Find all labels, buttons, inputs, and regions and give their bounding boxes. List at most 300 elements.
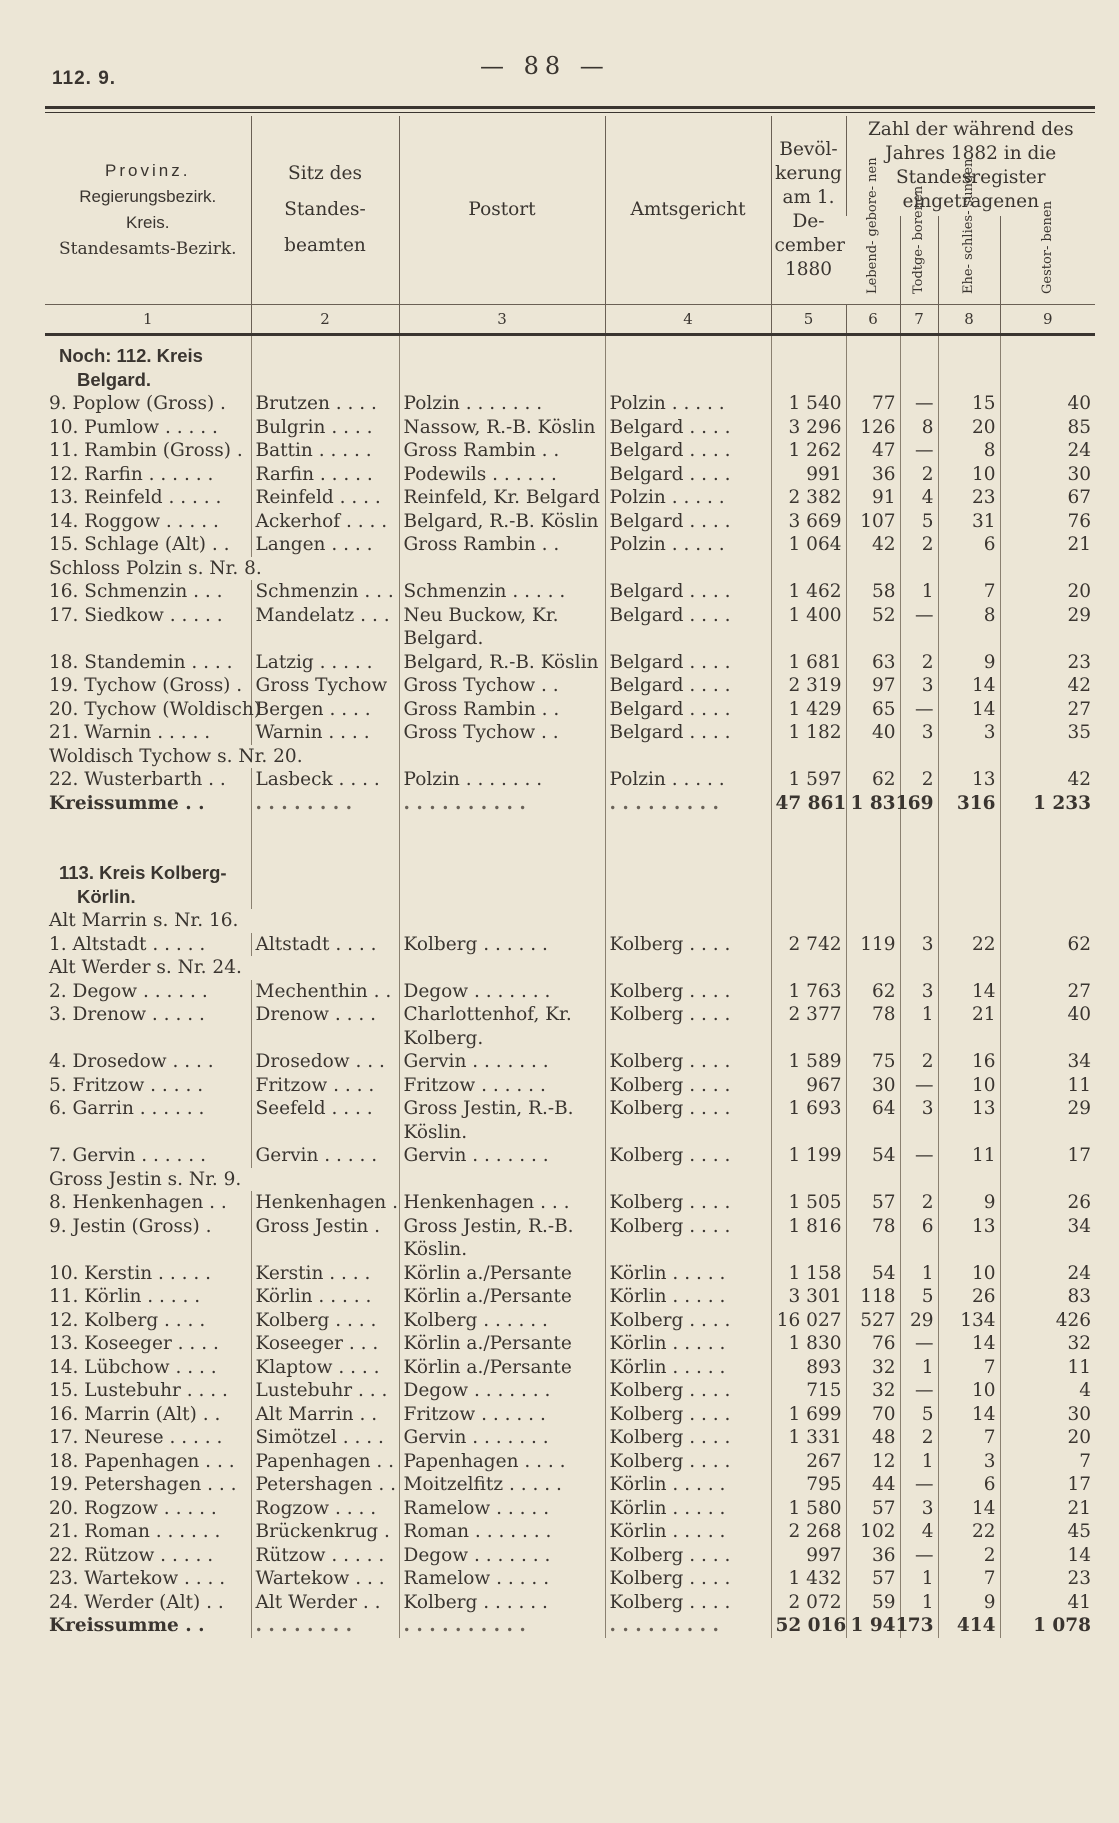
- table-cell: Bergen . . . .: [251, 698, 399, 722]
- table-cell: 23: [1000, 1567, 1095, 1591]
- table-cell: 54: [846, 1262, 900, 1286]
- table-cell: 1: [900, 580, 938, 604]
- table-cell: 14: [938, 1403, 1000, 1427]
- table-cell: Mandelatz . . .: [251, 604, 399, 628]
- table-cell: 1. Altstadt . . . . .: [49, 933, 206, 955]
- col-number: 2: [251, 305, 399, 335]
- table-cell: 77: [846, 392, 900, 416]
- table-cell: 34: [1000, 1050, 1095, 1074]
- table-cell: —: [900, 1332, 938, 1356]
- total-cell: . . . . . . . . . .: [399, 1614, 605, 1638]
- table-row: [45, 1285, 1095, 1309]
- table-cell: 9: [938, 651, 1000, 675]
- table-cell: Gross Rambin . .: [399, 533, 605, 557]
- table-cell: Kolberg . . . .: [605, 1450, 771, 1474]
- table-cell: 1 597: [771, 768, 846, 792]
- table-row: [45, 1591, 1095, 1615]
- table-cell: 62: [846, 768, 900, 792]
- table-cell: 65: [846, 698, 900, 722]
- table-cell: 31: [938, 510, 1000, 534]
- table-cell: 10. Kerstin . . . . .: [49, 1262, 211, 1284]
- table-cell: Drosedow . . .: [251, 1050, 399, 1074]
- table-cell: 1 580: [771, 1497, 846, 1521]
- header-live-births-text: Lebend- gebore- nen: [864, 157, 880, 294]
- table-cell: 2: [900, 463, 938, 487]
- table-cell: [45, 815, 251, 861]
- table-cell: Körlin . . . . .: [605, 1332, 771, 1356]
- table-cell: 118: [846, 1285, 900, 1309]
- table-row: [45, 463, 1095, 487]
- table-cell: 4. Drosedow . . . .: [49, 1051, 214, 1072]
- total-cell: . . . . . . . . .: [605, 792, 771, 816]
- table-cell: —: [900, 698, 938, 722]
- table-cell: 8: [938, 604, 1000, 628]
- total-cell: . . . . . . . . .: [605, 1614, 771, 1638]
- table-cell: Körlin . . . . .: [605, 1285, 771, 1309]
- header-stillbirths: [900, 185, 938, 305]
- table-cell: [605, 815, 771, 861]
- spacer-row: [45, 335, 1095, 345]
- table-cell: 3. Drenow . . . . .: [49, 1004, 205, 1025]
- table-cell: 15. Lustebuhr . . . .: [49, 1380, 228, 1401]
- table-cell: 5: [900, 510, 938, 534]
- table-cell: [846, 1121, 900, 1145]
- table-cell: [605, 1238, 771, 1262]
- table-cell: 17. Siedkow . . . . .: [49, 604, 223, 626]
- table-cell: [605, 1168, 771, 1192]
- page-number: — 88 —: [480, 52, 610, 80]
- table-cell: 27: [1000, 698, 1095, 722]
- table-cell: 11: [1000, 1356, 1095, 1380]
- table-cell: Körlin a./Persante: [399, 1262, 605, 1286]
- table-cell: Fritzow . . . . . .: [399, 1074, 605, 1098]
- col-number: 5: [771, 305, 846, 335]
- district-total-row: [45, 1614, 1095, 1638]
- table-cell: Polzin . . . . .: [605, 486, 771, 510]
- cross-reference: Alt Marrin s. Nr. 16.: [49, 910, 239, 931]
- total-cell: 69: [900, 792, 938, 816]
- table-cell: [900, 1238, 938, 1262]
- table-cell: Körlin . . . . .: [605, 1473, 771, 1497]
- table-cell: Köslin.: [399, 1121, 605, 1145]
- table-row: [45, 1567, 1095, 1591]
- table-cell: Kolberg . . . . . .: [399, 1591, 605, 1615]
- table-cell: [771, 557, 846, 581]
- table-cell: Roman . . . . . . .: [399, 1520, 605, 1544]
- table-cell: [938, 861, 1000, 909]
- table-cell: Lustebuhr . . .: [251, 1379, 399, 1403]
- table-cell: 35: [1000, 721, 1095, 745]
- table-cell: [938, 1121, 1000, 1145]
- table-cell: 5: [900, 1285, 938, 1309]
- table-cell: Mechenthin . .: [251, 980, 399, 1004]
- table-row: [45, 604, 1095, 628]
- table-cell: Ackerhof . . . .: [251, 510, 399, 534]
- table-cell: —: [900, 439, 938, 463]
- table-cell: 75: [846, 1050, 900, 1074]
- table-cell: [1000, 1168, 1095, 1192]
- table-cell: 2 742: [771, 933, 846, 957]
- total-cell: 1 831: [846, 792, 900, 816]
- table-cell: Körlin . . . . .: [251, 1285, 399, 1309]
- table-cell: 1 699: [771, 1403, 846, 1427]
- header-population: Bevöl- kerung am 1. De- cember 1880: [771, 116, 846, 305]
- table-cell: [399, 1168, 605, 1192]
- table-cell: 67: [1000, 486, 1095, 510]
- table-cell: 2: [900, 533, 938, 557]
- table-cell: Petershagen . .: [251, 1473, 399, 1497]
- table-cell: [846, 335, 900, 345]
- table-cell: 76: [846, 1332, 900, 1356]
- table-cell: [938, 557, 1000, 581]
- table-cell: Gervin . . . . . . .: [399, 1144, 605, 1168]
- table-cell: Gross Tychow . .: [399, 721, 605, 745]
- table-cell: 3: [900, 980, 938, 1004]
- table-cell: 4: [900, 1520, 938, 1544]
- table-cell: [1000, 815, 1095, 861]
- table-row: [45, 533, 1095, 557]
- table-cell: Kolberg . . . .: [605, 1215, 771, 1239]
- header-stillbirths-text: Todtge- borenen: [911, 185, 926, 294]
- table-cell: 1 182: [771, 721, 846, 745]
- table-cell: 18. Standemin . . . .: [49, 651, 233, 673]
- total-cell: 1 233: [1000, 792, 1095, 816]
- table-cell: 8. Henkenhagen . .: [49, 1192, 227, 1213]
- table-cell: Charlottenhof, Kr.: [399, 1003, 605, 1027]
- table-cell: [846, 344, 900, 392]
- table-cell: 991: [771, 463, 846, 487]
- table-cell: Kolberg.: [399, 1027, 605, 1051]
- table-cell: [1000, 344, 1095, 392]
- table-cell: 83: [1000, 1285, 1095, 1309]
- cross-reference-row: [45, 745, 1095, 769]
- table-cell: 23. Wartekow . . . .: [49, 1568, 226, 1589]
- table-cell: [900, 627, 938, 651]
- table-cell: 57: [846, 1191, 900, 1215]
- table-cell: Körlin a./Persante: [399, 1285, 605, 1309]
- table-cell: 893: [771, 1356, 846, 1380]
- table-cell: 14: [938, 698, 1000, 722]
- table-cell: 1 432: [771, 1567, 846, 1591]
- table-cell: 26: [938, 1285, 1000, 1309]
- table-cell: 14: [938, 1497, 1000, 1521]
- table-cell: [846, 557, 900, 581]
- table-cell: [938, 1238, 1000, 1262]
- table-cell: Belgard, R.-B. Köslin: [399, 510, 605, 534]
- header-marriages-text: Ehe- schlies- sungen: [961, 158, 976, 294]
- table-cell: 2 319: [771, 674, 846, 698]
- table-cell: [251, 861, 399, 909]
- table-cell: 40: [1000, 1003, 1095, 1027]
- table-cell: 1: [900, 1591, 938, 1615]
- table-cell: 7: [938, 1567, 1000, 1591]
- table-row: [45, 1403, 1095, 1427]
- cross-reference-row: [45, 1168, 1095, 1192]
- table-cell: [938, 745, 1000, 769]
- table-cell: 11: [938, 1144, 1000, 1168]
- table-cell: Polzin . . . . . . .: [399, 392, 605, 416]
- table-cell: 1 199: [771, 1144, 846, 1168]
- table-cell: 6: [938, 1473, 1000, 1497]
- col-number: 4: [605, 305, 771, 335]
- table-cell: 2: [900, 1191, 938, 1215]
- table-cell: 1 331: [771, 1426, 846, 1450]
- table-cell: 14: [938, 674, 1000, 698]
- continuation-row: [45, 1238, 1095, 1262]
- table-cell: [771, 1238, 846, 1262]
- table-cell: 24: [1000, 1262, 1095, 1286]
- table-cell: [938, 1027, 1000, 1051]
- table-cell: 12. Rarfin . . . . . .: [49, 463, 214, 485]
- header-province: [45, 116, 251, 305]
- header-marriages: [938, 158, 1000, 305]
- cross-reference: Schloss Polzin s. Nr. 8.: [49, 557, 262, 579]
- table-row: [45, 1262, 1095, 1286]
- table-cell: 1 830: [771, 1332, 846, 1356]
- table-cell: [605, 557, 771, 581]
- table-cell: 22: [938, 1520, 1000, 1544]
- table-cell: —: [900, 1379, 938, 1403]
- table-cell: [251, 335, 399, 345]
- table-cell: [771, 745, 846, 769]
- table-row: [45, 1097, 1095, 1121]
- table-row: [45, 768, 1095, 792]
- total-cell: 1 078: [1000, 1614, 1095, 1638]
- table-cell: 3: [900, 1097, 938, 1121]
- table-cell: [1000, 745, 1095, 769]
- table-cell: 19. Tychow (Gross) .: [49, 675, 243, 696]
- table-cell: [605, 1121, 771, 1145]
- table-cell: Brückenkrug .: [251, 1520, 399, 1544]
- table-cell: [1000, 1238, 1095, 1262]
- table-cell: 40: [846, 721, 900, 745]
- table-cell: [846, 627, 900, 651]
- table-cell: 40: [1000, 392, 1095, 416]
- table-cell: Rogzow . . . .: [251, 1497, 399, 1521]
- table-cell: 29: [900, 1309, 938, 1333]
- table-cell: 5. Fritzow . . . . .: [49, 1074, 204, 1096]
- table-cell: [45, 335, 251, 345]
- table-cell: 17. Neurese . . . . .: [49, 1427, 223, 1448]
- table-cell: 3: [938, 1450, 1000, 1474]
- table-cell: 15. Schlage (Alt) . .: [49, 534, 230, 555]
- table-cell: 10: [938, 1379, 1000, 1403]
- table-cell: 12. Kolberg . . . .: [49, 1309, 206, 1331]
- continuation-row: [45, 1027, 1095, 1051]
- table-cell: 76: [1000, 510, 1095, 534]
- table-cell: 19. Petershagen . . .: [49, 1474, 237, 1495]
- continuation-row: [45, 1121, 1095, 1145]
- table-cell: 30: [1000, 1403, 1095, 1427]
- section-heading: [45, 344, 251, 392]
- table-cell: [399, 815, 605, 861]
- table-cell: 6: [938, 533, 1000, 557]
- table-cell: 5: [900, 1403, 938, 1427]
- table-cell: [251, 344, 399, 392]
- district-total-row: [45, 792, 1095, 816]
- table-cell: Kolberg . . . .: [605, 1591, 771, 1615]
- table-cell: [399, 335, 605, 345]
- table-cell: Kolberg . . . . . .: [399, 933, 605, 957]
- table-cell: [900, 956, 938, 980]
- table-row: [45, 1003, 1095, 1027]
- table-cell: Belgard . . . .: [605, 416, 771, 440]
- table-cell: Nassow, R.-B. Köslin: [399, 416, 605, 440]
- table-row: [45, 1332, 1095, 1356]
- table-cell: Gross Jestin .: [251, 1215, 399, 1239]
- table-cell: Kolberg . . . .: [605, 1403, 771, 1427]
- table-cell: [399, 745, 605, 769]
- table-cell: 3: [900, 674, 938, 698]
- table-cell: Belgard . . . .: [605, 651, 771, 675]
- header-post-office: Postort: [399, 116, 605, 305]
- table-cell: 426: [1000, 1309, 1095, 1333]
- table-cell: Ramelow . . . . .: [399, 1497, 605, 1521]
- table-cell: 3: [938, 721, 1000, 745]
- table-row: [45, 439, 1095, 463]
- table-cell: 30: [1000, 463, 1095, 487]
- table-cell: 48: [846, 1426, 900, 1450]
- table-cell: Ramelow . . . . .: [399, 1567, 605, 1591]
- table-cell: [251, 1238, 399, 1262]
- table-cell: [45, 1027, 251, 1051]
- table-cell: Schmenzin . . . . .: [399, 580, 605, 604]
- table-cell: [1000, 861, 1095, 909]
- table-cell: 13. Koseeger . . . .: [49, 1333, 219, 1354]
- table-cell: Kolberg . . . .: [605, 980, 771, 1004]
- table-cell: 2: [900, 651, 938, 675]
- table-cell: 1 462: [771, 580, 846, 604]
- table-cell: Belgard . . . .: [605, 721, 771, 745]
- table-cell: 21: [1000, 533, 1095, 557]
- table-cell: —: [900, 1473, 938, 1497]
- continuation-row: [45, 627, 1095, 651]
- table-cell: 2 268: [771, 1520, 846, 1544]
- table-cell: 10: [938, 463, 1000, 487]
- table-row: [45, 1050, 1095, 1074]
- table-cell: Kolberg . . . .: [605, 1097, 771, 1121]
- table-cell: 20: [1000, 1426, 1095, 1450]
- col-number: 7: [900, 305, 938, 335]
- table-cell: —: [900, 1544, 938, 1568]
- table-cell: Körlin . . . . .: [605, 1520, 771, 1544]
- table-cell: Degow . . . . . . .: [399, 1544, 605, 1568]
- table-cell: 16 027: [771, 1309, 846, 1333]
- cross-reference-row: [45, 557, 1095, 581]
- table-cell: [900, 861, 938, 909]
- table-cell: Gervin . . . . .: [251, 1144, 399, 1168]
- table-cell: 32: [846, 1379, 900, 1403]
- table-cell: [846, 745, 900, 769]
- cross-reference-row: [45, 956, 1095, 980]
- table-row: [45, 392, 1095, 416]
- table-cell: [605, 1027, 771, 1051]
- table-row: [45, 1544, 1095, 1568]
- table-cell: [45, 1238, 251, 1262]
- table-cell: 2: [900, 1426, 938, 1450]
- table-cell: Gervin . . . . . . .: [399, 1426, 605, 1450]
- table-cell: [1000, 557, 1095, 581]
- table-cell: 24: [1000, 439, 1095, 463]
- table-row: [45, 1450, 1095, 1474]
- table-row: [45, 698, 1095, 722]
- table-cell: 14: [938, 980, 1000, 1004]
- table-cell: 26: [1000, 1191, 1095, 1215]
- table-cell: 1 763: [771, 980, 846, 1004]
- table-cell: [45, 627, 251, 651]
- table-cell: 54: [846, 1144, 900, 1168]
- table-cell: Gross Tychow: [251, 674, 399, 698]
- table-body: [45, 335, 1095, 1638]
- table-cell: [771, 627, 846, 651]
- table-cell: 16. Marrin (Alt) . .: [49, 1403, 221, 1425]
- table-cell: 11. Körlin . . . . .: [49, 1286, 201, 1307]
- table-cell: Podewils . . . . . .: [399, 463, 605, 487]
- header-deaths: [1000, 201, 1095, 305]
- table-cell: [846, 1238, 900, 1262]
- table-cell: Belgard . . . .: [605, 510, 771, 534]
- table-cell: [771, 956, 846, 980]
- table-cell: Kolberg . . . .: [605, 1191, 771, 1215]
- table-cell: [938, 1168, 1000, 1192]
- table-cell: 18. Papenhagen . . .: [49, 1450, 235, 1472]
- table-cell: 17: [1000, 1144, 1095, 1168]
- table-cell: 1 158: [771, 1262, 846, 1286]
- header-live-births: [846, 157, 900, 305]
- table-row: [45, 651, 1095, 675]
- table-cell: Alt Werder . .: [251, 1591, 399, 1615]
- table-cell: 23: [1000, 651, 1095, 675]
- table-cell: 78: [846, 1003, 900, 1027]
- table-cell: Belgard . . . .: [605, 698, 771, 722]
- table-cell: 45: [1000, 1520, 1095, 1544]
- table-cell: 22. Rützow . . . . .: [49, 1544, 214, 1566]
- table-cell: [900, 1027, 938, 1051]
- table-cell: 42: [846, 533, 900, 557]
- table-row: [45, 1497, 1095, 1521]
- table-cell: 57: [846, 1567, 900, 1591]
- table-cell: Gross Jestin, R.-B.: [399, 1215, 605, 1239]
- table-cell: 20. Tychow (Woldisch): [49, 698, 262, 720]
- table-cell: [605, 627, 771, 651]
- table-cell: [1000, 1027, 1095, 1051]
- table-cell: Schmenzin . . .: [251, 580, 399, 604]
- table-row: [45, 1379, 1095, 1403]
- table-cell: 2 382: [771, 486, 846, 510]
- table-cell: 14. Roggow . . . . .: [49, 510, 219, 532]
- table-cell: Henkenhagen .: [251, 1191, 399, 1215]
- table-cell: 41: [1000, 1591, 1095, 1615]
- section-heading-line: Belgard.: [77, 369, 152, 390]
- table-cell: 2. Degow . . . . . .: [49, 980, 208, 1002]
- table-cell: 22. Wusterbarth . .: [49, 769, 226, 790]
- table-cell: [938, 335, 1000, 345]
- table-cell: [399, 861, 605, 909]
- table-cell: Koseeger . . .: [251, 1332, 399, 1356]
- table-cell: Köslin.: [399, 1238, 605, 1262]
- table-cell: [846, 956, 900, 980]
- table-cell: Wartekow . . .: [251, 1567, 399, 1591]
- table-cell: 8: [938, 439, 1000, 463]
- table-cell: 3 669: [771, 510, 846, 534]
- table-cell: [846, 815, 900, 861]
- table-cell: [771, 344, 846, 392]
- table-cell: 47: [846, 439, 900, 463]
- table-cell: Belgard . . . .: [605, 674, 771, 698]
- table-cell: 134: [938, 1309, 1000, 1333]
- table-cell: 7: [938, 580, 1000, 604]
- table-cell: Lasbeck . . . .: [251, 768, 399, 792]
